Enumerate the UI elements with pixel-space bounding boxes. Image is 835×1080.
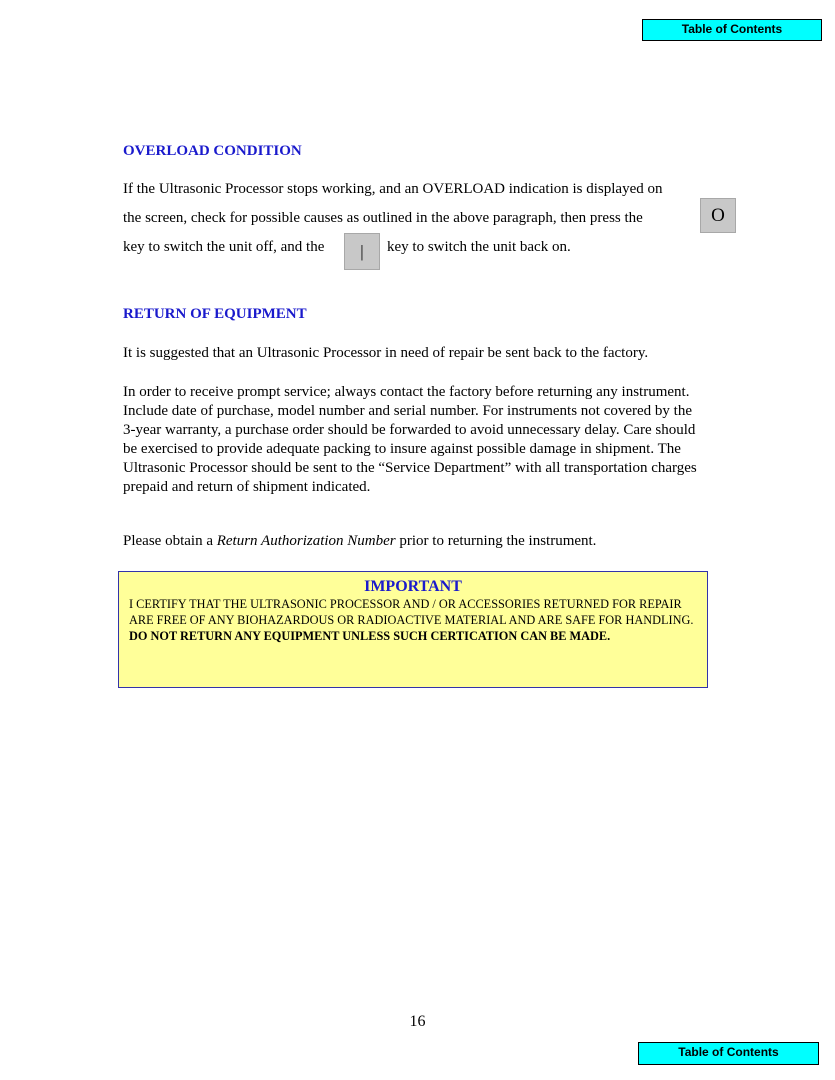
return-authorization-number-text: Return Authorization Number (216, 533, 396, 549)
overload-condition-heading: OVERLOAD CONDITION (123, 143, 302, 159)
important-notice-box (118, 571, 708, 688)
overload-text-line-1: If the Ultrasonic Processor stops working, and an OVERLOAD indication is displayed on (123, 181, 663, 197)
return-of-equipment-heading: RETURN OF EQUIPMENT (123, 306, 307, 322)
return-paragraph-3-before: Please obtain a (123, 533, 217, 549)
off-key-button[interactable]: O (700, 198, 736, 233)
overload-text-line-2: the screen, check for possible causes as outlined in the above paragraph, then press the (123, 210, 643, 226)
on-key-button[interactable]: | (344, 233, 380, 270)
important-notice-title: IMPORTANT (364, 578, 462, 595)
table-of-contents-link-top[interactable]: Table of Contents (642, 19, 822, 41)
page-number: 16 (409, 1013, 426, 1030)
overload-text-line-3b: key to switch the unit back on. (387, 239, 571, 255)
return-paragraph-2: In order to receive prompt service; always contact the factory before returning any instrument. Include date of purchase, model number and serial number. For instruments not covered by the 3-year warranty, a purchase order should be forwarded to avoid unnecessary delay. Care should be exercised to provide adequate packing to insure against possible damage in shipment. The Ultrasonic Processor should be sent to the “Service Department” with all transportation charges prepaid and return of shipment indicated. (123, 384, 697, 495)
return-paragraph-3-after: prior to returning the instrument. (395, 533, 597, 549)
overload-text-line-3a: key to switch the unit off, and the (123, 239, 325, 255)
important-notice-body: I CERTIFY THAT THE ULTRASONIC PROCESSOR AND / OR ACCESSORIES RETURNED FOR REPAIR ARE FREE OF ANY BIOHAZARDOUS OR RADIOACTIVE MATERIAL AND ARE SAFE FOR HANDLING. (129, 597, 694, 627)
return-paragraph-1: It is suggested that an Ultrasonic Processor in need of repair be sent back to the factory. (123, 345, 649, 361)
table-of-contents-link-bottom[interactable]: Table of Contents (638, 1042, 819, 1065)
important-notice-warning: DO NOT RETURN ANY EQUIPMENT UNLESS SUCH CERTICATION CAN BE MADE. (129, 629, 611, 643)
return-paragraph-3 (123, 533, 596, 550)
